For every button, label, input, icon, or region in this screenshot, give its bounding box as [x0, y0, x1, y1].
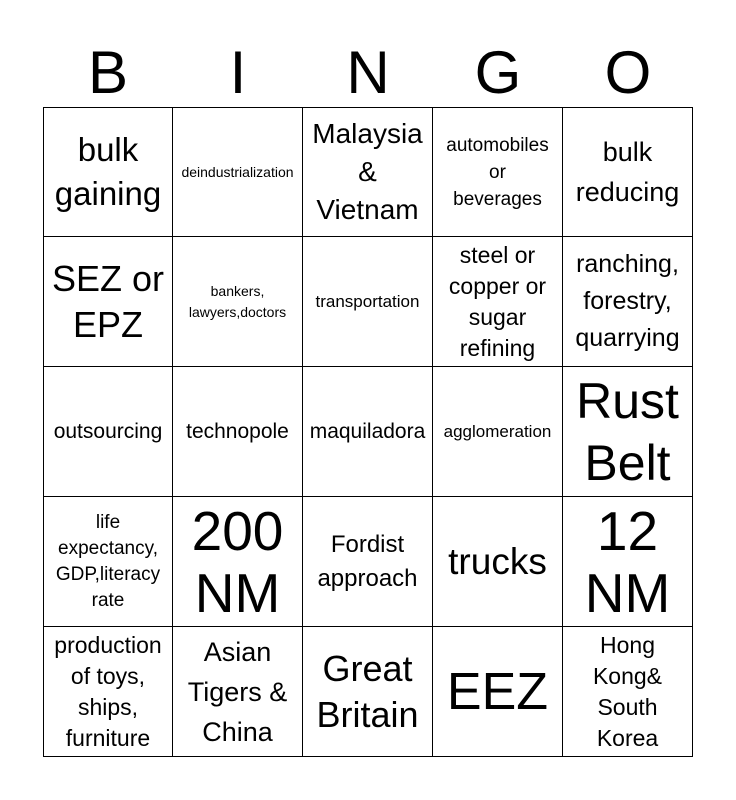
bingo-cell-r3c3[interactable] [303, 367, 433, 497]
header-letter-o: O [604, 39, 652, 106]
cell-text: life expectancy, GDP,literacy rate [55, 511, 161, 611]
bingo-cell-r2c2[interactable] [173, 237, 303, 367]
bingo-cell-r5c2[interactable] [173, 627, 303, 757]
bingo-cell-r5c5[interactable] [563, 627, 693, 757]
bingo-cell-r5c4[interactable] [433, 627, 563, 757]
bingo-cell-r2c5[interactable] [563, 237, 693, 367]
cell-text: bankers, lawyers,doctors [188, 282, 287, 320]
cell-text: 200 NM [191, 499, 284, 624]
header-letter-n: N [346, 39, 390, 106]
cell-text: transportation [315, 292, 420, 311]
cell-text: automobiles or beverages [446, 134, 549, 210]
cell-text: technopole [186, 419, 289, 443]
bingo-cell-r1c4[interactable] [433, 107, 563, 237]
bingo-cell-r5c1[interactable] [43, 627, 173, 757]
cell-text: Great Britain [316, 647, 419, 735]
bingo-cell-r4c3[interactable] [303, 497, 433, 627]
bingo-cell-r3c2[interactable] [173, 367, 303, 497]
bingo-cell-r3c5[interactable] [563, 367, 693, 497]
bingo-cell-r1c2[interactable] [173, 107, 303, 237]
bingo-board [43, 107, 693, 757]
bingo-cell-r1c3[interactable] [303, 107, 433, 237]
cell-text: EEZ [446, 662, 549, 721]
cell-text: trucks [448, 540, 547, 582]
cell-text: ranching, forestry, quarrying [575, 250, 680, 352]
bingo-cell-r2c3[interactable] [303, 237, 433, 367]
cell-text: agglomeration [443, 422, 552, 441]
cell-text: deindustrialization [181, 163, 294, 180]
bingo-cell-r3c1[interactable] [43, 367, 173, 497]
cell-text: Hong Kong& South Korea [592, 631, 663, 751]
cell-text: bulk reducing [575, 137, 680, 207]
bingo-cell-r2c4[interactable] [433, 237, 563, 367]
cell-text: bulk gaining [54, 131, 162, 212]
bingo-cell-r2c1[interactable] [43, 237, 173, 367]
bingo-cell-r1c5[interactable] [563, 107, 693, 237]
cell-text: production of toys, ships, furniture [54, 631, 162, 751]
bingo-cell-r4c1[interactable] [43, 497, 173, 627]
bingo-cell-r4c5[interactable] [563, 497, 693, 627]
cell-text: Fordist approach [317, 530, 418, 592]
bingo-cell-r4c4[interactable] [433, 497, 563, 627]
cell-text: Rust Belt [576, 372, 679, 491]
bingo-cell-r5c3[interactable] [303, 627, 433, 757]
bingo-header [43, 38, 693, 108]
cell-text: SEZ or EPZ [51, 257, 165, 345]
cell-text: Asian Tigers & China [187, 636, 288, 747]
header-letter-b: B [87, 39, 129, 106]
cell-text: steel or copper or sugar refining [448, 241, 547, 361]
cell-text: maquiladora [309, 419, 426, 443]
cell-text: outsourcing [53, 419, 163, 443]
header-letter-i: I [229, 39, 247, 106]
cell-text: 12 NM [584, 499, 671, 624]
bingo-cell-r1c1[interactable] [43, 107, 173, 237]
bingo-cell-r3c4[interactable] [433, 367, 563, 497]
header-letter-g: G [474, 39, 522, 106]
cell-text: Malaysia & Vietnam [312, 118, 423, 225]
bingo-cell-r4c2[interactable] [173, 497, 303, 627]
